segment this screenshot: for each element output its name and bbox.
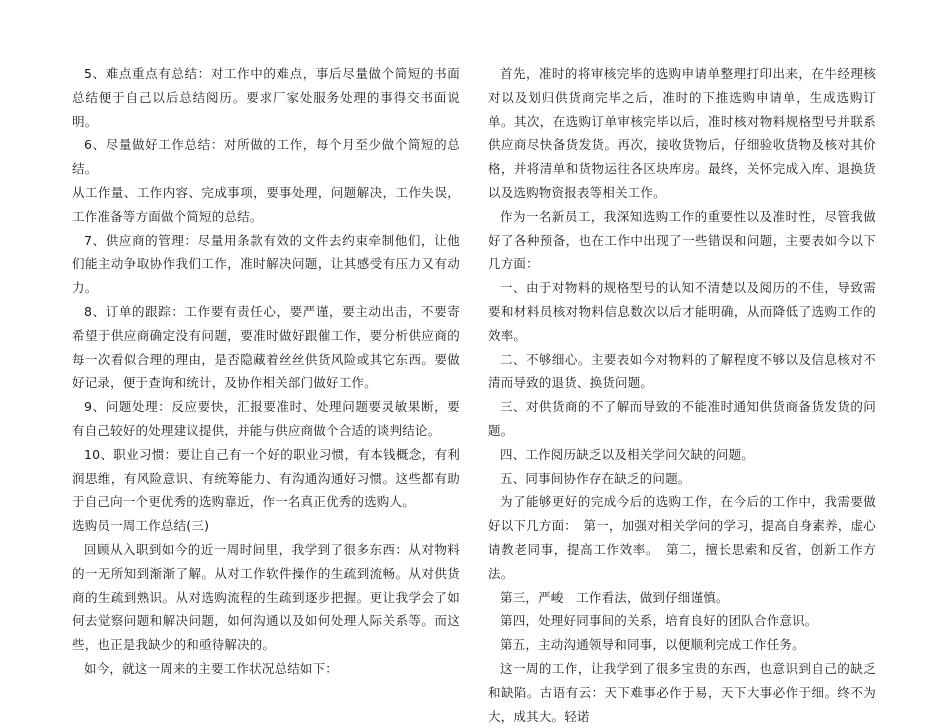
paragraph-plan-4: 第四，处理好同事间的关系，培育良好的团队合作意识。 <box>500 613 818 629</box>
paragraph-review: 回顾从入职到如今的近一周时间里，我学到了很多东西：从对物料的一无所知到渐渐了解。从对工作软件操作的生疏到流畅。从对供货商的生疏到熟识。从对选购流程的生疏到逐步把握。更让我学会了如何去觉察问题和解决问题，如何沟通以及如何处理人际关系等。而这些，也正是我缺少的和亟待解决的。 <box>72 541 460 653</box>
paragraph-issue-3: 三、对供货商的不了解而导致的不能准时通知供货商备货发货的问题。 <box>488 399 876 438</box>
paragraph-summary-aspects: 从工作量、工作内容、完成事项，要事处理，问题解决，工作失误，工作准备等方面做个简短的总结。 <box>72 184 460 224</box>
paragraph-work-summary: 6、尽量做好工作总结：对所做的工作，每个月至少做个简短的总结。 <box>72 137 460 177</box>
section-heading: 选购员一周工作总结(三) <box>72 518 210 534</box>
right-text-column <box>488 62 876 728</box>
paragraph-problem-handling: 9、问题处理：反应要快，汇报要准时、处理问题要灵敏果断，要有自己较好的处理建议提供，并能与供应商做个合适的谈判结论。 <box>72 399 460 438</box>
paragraph-workflow: 首先，准时的将审核完毕的选购申请单整理打印出来，在牛经理核对以及划归供货商完毕之后，准时的下推选购申请单，生成选购订单。其次，在选购订单审核完毕以后，准时核对物料规格型号并联系供应商尽快备货发货。再次，接收货物后，仔细验收货物及核对其价格，并将清单和货物运往各区块库房。最终，关怀完成入库、退换货以及选购物资报表等相关工作。 <box>488 66 876 200</box>
paragraph-intro-summary: 如今，就这一周来的主要工作状况总结如下： <box>84 660 339 676</box>
paragraph-supplier-management: 7、供应商的管理：尽量用条款有效的文件去约束牵制他们，让他们能主动争取协作我们工作，准时解决问题，让其感受有压力又有动力。 <box>72 232 460 296</box>
paragraph-improvement-plan: 为了能够更好的完成今后的选购工作，在今后的工作中，我需要做好以下几方面： 第一，加强对相关学问的学习，提高自身素养，虚心请教老同事，提高工作效率。 第二，擅长思索和反省，创新工作方法。 <box>488 494 876 581</box>
paragraph-issue-4: 四、工作阅历缺乏以及相关学问欠缺的问题。 <box>500 446 755 462</box>
paragraph-conclusion: 这一周的工作，让我学到了很多宝贵的东西，也意识到自己的缺乏和缺陷。古语有云：天下难事必作于易，天下大事必作于细。终不为大，成其大。轻诺 <box>488 660 876 724</box>
paragraph-new-employee: 作为一名新员工，我深知选购工作的重要性以及准时性，尽管我做好了各种预备，也在工作中出现了一些错误和问题，主要表如今以下几方面： <box>488 208 876 272</box>
left-text-column <box>72 62 460 681</box>
paragraph-plan-3: 第三，严峻 工作看法，做到仔细谨慎。 <box>500 589 729 605</box>
paragraph-issue-2: 二、不够细心。主要表如今对物料的了解程度不够以及信息核对不清而导致的退货、换货问题。 <box>488 351 876 391</box>
paragraph-difficulty-summary: 5、难点重点有总结：对工作中的难点，事后尽量做个简短的书面总结便于自己以后总结阅历。要求厂家处服务处理的事得交书面说明。 <box>72 66 460 129</box>
paragraph-issue-5: 五、同事间协作存在缺乏的问题。 <box>500 470 691 486</box>
paragraph-order-tracking: 8、订单的跟踪：工作要有责任心，要严谨，要主动出击，不要寄希望于供应商确定没有问题，要准时做好跟催工作，要分析供应商的每一次看似合理的理由，是否隐藏着丝丝供货风险或其它东西。要做好记录，便于查询和统计，及协作相关部门做好工作。 <box>72 303 460 391</box>
paragraph-professional-habits: 10、职业习惯：要让自己有一个好的职业习惯，有本钱概念，有利润思维，有风险意识、有统筹能力、有沟通沟通好习惯。这些都有助于自己向一个更优秀的选购靠近，作一名真正优秀的选购人。 <box>72 446 460 510</box>
paragraph-issue-1: 一、由于对物料的规格型号的认知不清楚以及阅历的不佳，导致需要和材料员核对物料信息数次以后才能明确，从而降低了选购工作的效率。 <box>488 280 876 343</box>
paragraph-plan-5: 第五，主动沟通领导和同事，以便顺利完成工作任务。 <box>500 637 805 653</box>
